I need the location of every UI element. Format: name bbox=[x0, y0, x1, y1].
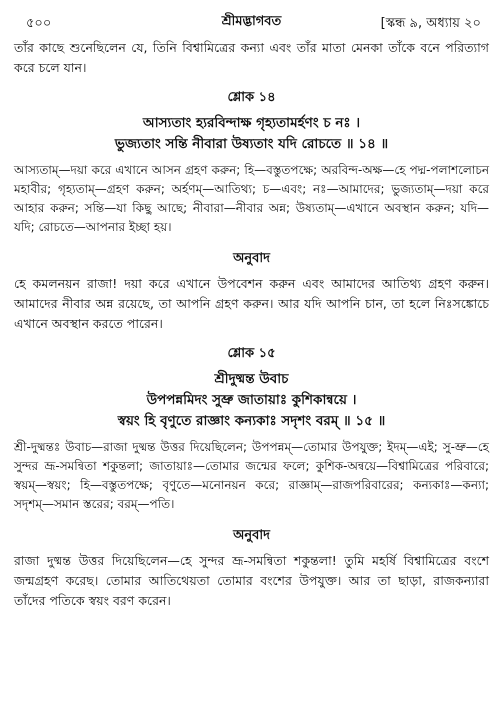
intro-paragraph: তাঁর কাছে শুনেছিলেন যে, তিনি বিশ্বামিত্রের কন্যা এবং তাঁর মাতা মেনকা তাঁকে বনে পরিত্যাগ করে চলে যান। bbox=[14, 40, 489, 75]
verse-14-line-1: আস্যতাং হ্যরবিন্দাক্ষ গৃহ্যতামর্হণং চ নঃ । bbox=[142, 115, 361, 131]
verse-15-translation: রাজা দুষ্মন্ত উত্তর দিয়েছিলেন—হে সুন্দর ভ্রূ-সমন্বিতা শকুন্তলা! তুমি মহর্ষি বিশ্বামিত্রের বংশে জন্মগ্রহণ করেছ। তোমার আতিথেয়তা তোমার বংশের উপযুক্ত। আর তা ছাড়া, রাজকন্যারা তাঁদের পতিকে স্বয়ং বরণ করেন। bbox=[14, 553, 489, 608]
page-header bbox=[14, 8, 489, 30]
running-title: শ্রীমদ্ভাগবত bbox=[221, 14, 282, 29]
section-info: [স্কন্ধ ৯, অধ্যায় ২০ bbox=[380, 16, 481, 31]
verse-15-heading: শ্লোক ১৫ bbox=[227, 346, 276, 361]
verse-15-translation-heading: অনুবাদ bbox=[233, 528, 270, 543]
verse-15-line-1: উপপন্নমিদং সুভ্রু জাতায়াঃ কুশিকান্বয়ে । bbox=[146, 392, 357, 408]
verse-14-translation-heading: অনুবাদ bbox=[233, 251, 270, 266]
verse-14-line-2: ভুজ্যতাং সন্তি নীবারা উষ্যতাং যদি রোচতে ॥ ১৪ ॥ bbox=[114, 136, 389, 152]
verse-14-word-meanings: আস্যতাম্—দয়া করে এখানে আসন গ্রহণ করুন; হি—বস্তুতপক্ষে; অরবিন্দ-অক্ষ—হে পদ্ম-পলাশলোচন মহাবীর; গৃহ্যতাম্—গ্রহণ করুন; অর্হণম্—আতিথ্য; চ—এবং; নঃ—আমাদের; ভুজ্যতাম্—দয়া করে আহার করুন; সন্তি—যা কিছু আছে; নীবারা—নীবার অন্ন; উষ্যতাম্—এখানে অবস্থান করুন; যদি—যদি; রোচতে—আপনার ইচ্ছা হয়। bbox=[14, 163, 489, 234]
page-number: ৫০০ bbox=[26, 16, 52, 31]
verse-14-heading: শ্লোক ১৪ bbox=[227, 90, 276, 105]
verse-15-line-2: স্বয়ং হি বৃণুতে রাজ্ঞাং কন্যকাঃ সদৃশং বরম্ ॥ ১৫ ॥ bbox=[117, 413, 386, 429]
verse-15-speaker: শ্রীদুষ্মন্ত উবাচ bbox=[214, 371, 289, 387]
verse-14-translation: হে কমলনয়ন রাজা! দয়া করে এখানে উপবেশন করুন এবং আমাদের আতিথ্য গ্রহণ করুন। আমাদের নীবার অন্ন রয়েছে, তা আপনি গ্রহণ করুন। আর যদি আপনি চান, তা হলে নিঃসঙ্কোচে এখানে অবস্থান করতে পারেন। bbox=[14, 276, 489, 331]
verse-15-word-meanings: শ্রী-দুষ্মন্তঃ উবাচ—রাজা দুষ্মন্ত উত্তর দিয়েছিলেন; উপপন্নম্—তোমার উপযুক্ত; ইদম্—এই; সু-ভ্রু—হে সুন্দর ভ্রূ-সমন্বিতা শকুন্তলা; জাতায়াঃ—তোমার জন্মের ফলে; কুশিক-অন্বয়ে—বিশ্বামিত্রের পরিবারে; স্বয়ম্—স্বয়ং; হি—বস্তুতপক্ষে; বৃণুতে—মনোনয়ন করে; রাজ্ঞাম্—রাজপরিবারের; কন্যকাঃ—কন্যা; সদৃশম্—সমান স্তরের; বরম্—পতি। bbox=[14, 440, 489, 511]
